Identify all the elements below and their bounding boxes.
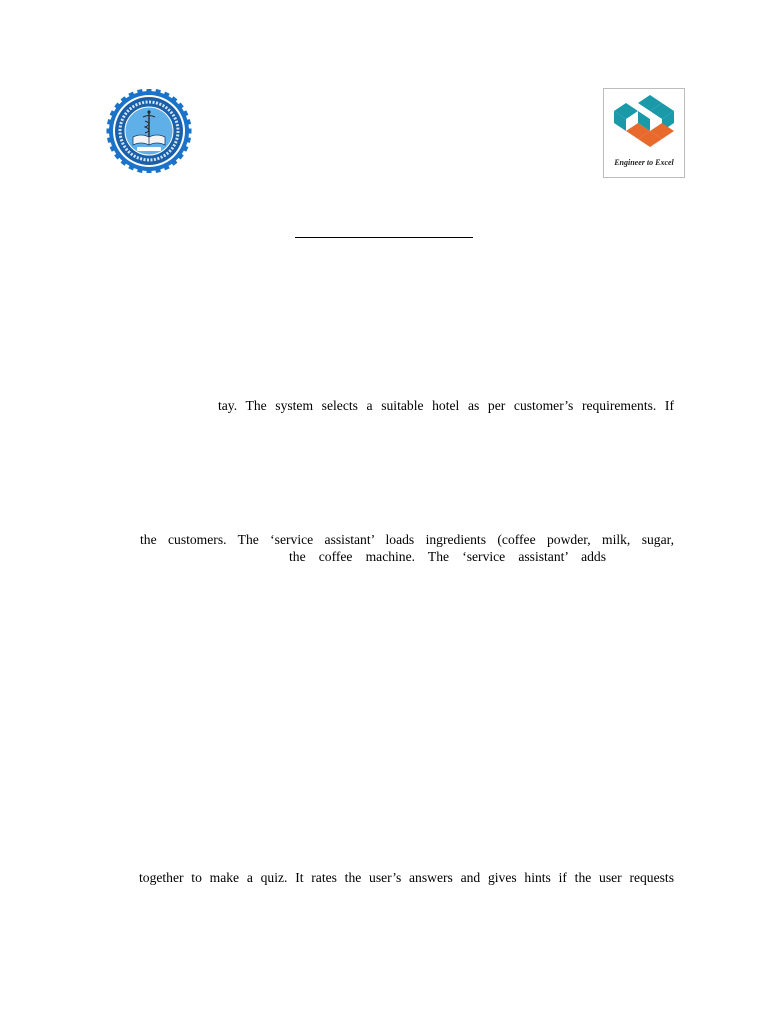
gear-tooth — [147, 169, 152, 174]
gear-tooth — [187, 129, 192, 134]
gear-tooth — [107, 129, 112, 134]
logo-tagline: Engineer to Excel — [614, 158, 674, 167]
sss-logo — [603, 88, 685, 178]
paragraph-line-hotel-system: tay. The system selects a suitable hotel as per customer’s requirements. If — [218, 398, 674, 413]
gear-tooth — [147, 89, 152, 94]
paragraph-line-coffee-machine: the coffee machine. The ‘service assistant’ adds — [289, 549, 606, 564]
paragraph-line-service-assistant: the customers. The ‘service assistant’ loads ingredients (coffee powder, milk, sugar, — [140, 532, 674, 547]
sss-engineer-to-excel-logo-icon — [604, 89, 684, 157]
institute-seal-logo-icon — [105, 89, 193, 173]
paragraph-line-quiz: together to make a quiz. It rates the user’s answers and gives hints if the user requests — [139, 870, 674, 885]
title-underline — [295, 237, 473, 238]
institute-seal-logo — [105, 89, 193, 173]
